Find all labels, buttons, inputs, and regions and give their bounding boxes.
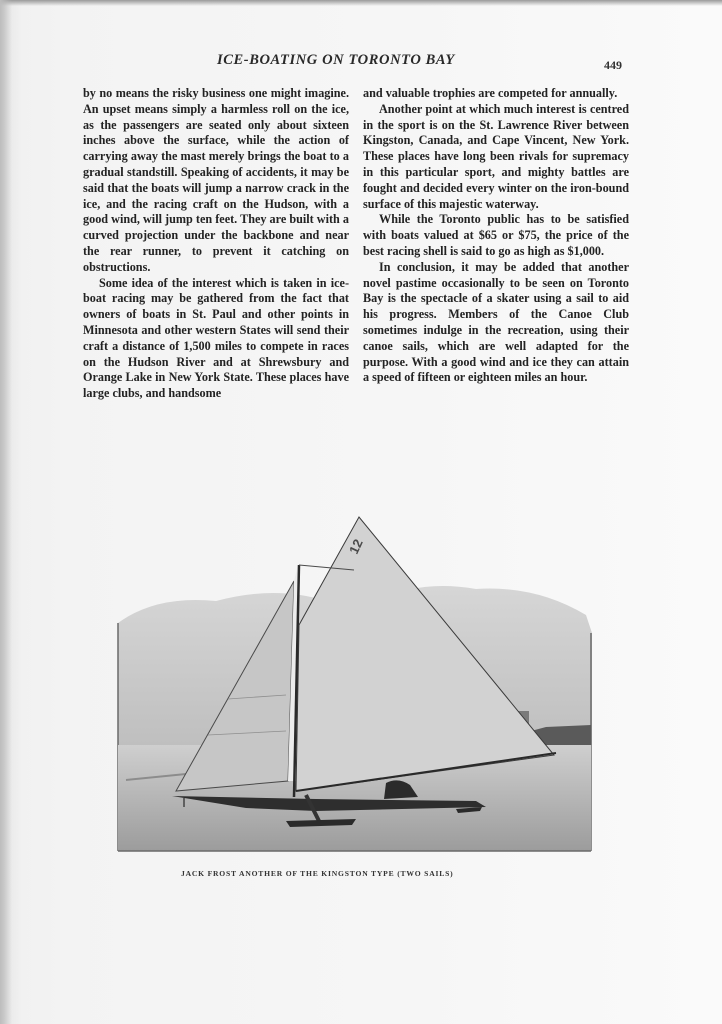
page-number: 449 [604, 58, 622, 72]
left-column [83, 86, 349, 402]
sail-number: 12 [346, 536, 366, 557]
ice-boat-photograph [116, 515, 594, 853]
paragraph: In conclusion, it may be added that another novel pastime occasionally to be seen on Toronto Bay is the spectacle of a skater using a sail to aid his progress. Members of the Canoe Club sometimes indulge in the recreation, using their canoe sails, which are well adapted for the purpose. With a good wind and ice they can attain a speed of fifteen or eighteen miles an hour. [363, 259, 629, 385]
running-head: ICE-BOATING ON TORONTO BAY [217, 52, 455, 68]
paragraph: Some idea of the interest which is taken in ice-boat racing may be gathered from the fact that owners of boats in St. Paul and other points in Minnesota and other western States will send their craft a distance of 1,500 miles to compete in races on the Hudson River and at Shrewsbury and Orange Lake in New York State. These places have large clubs, and handsome [83, 275, 349, 401]
figure-caption: JACK FROST ANOTHER OF THE KINGSTON TYPE (TWO SAILS) [181, 869, 454, 878]
paragraph: and valuable trophies are competed for annually. [363, 86, 618, 100]
scan-gutter-shadow [0, 0, 12, 1024]
scan-top-shadow [0, 0, 722, 6]
paragraph: Another point at which much interest is centred in the sport is on the St. Lawrence River between Kingston, Canada, and Cape Vincent, New York. These places have long been rivals for supremacy in this particular sport, and mighty battles are fought and decided every winter on the iron-bound surface of this majestic waterway. [363, 101, 629, 211]
paragraph: by no means the risky business one might imagine. An upset means simply a harmless roll on the ice, as the passengers are seated only about sixteen inches above the surface, while the action of carrying away the mast merely brings the boat to a gradual standstill. Speaking of accidents, it may be said that the boats will jump a narrow crack in the ice, and the racing craft on the Hudson, with a good wind, will jump ten feet. They are built with a curved projection under the backbone and near the rear runner, to prevent it catching on obstructions. [83, 86, 349, 274]
right-column [363, 86, 629, 386]
paragraph: While the Toronto public has to be satisfied with boats valued at $65 or $75, the price of the best racing shell is said to go as high as $1,000. [363, 212, 629, 258]
